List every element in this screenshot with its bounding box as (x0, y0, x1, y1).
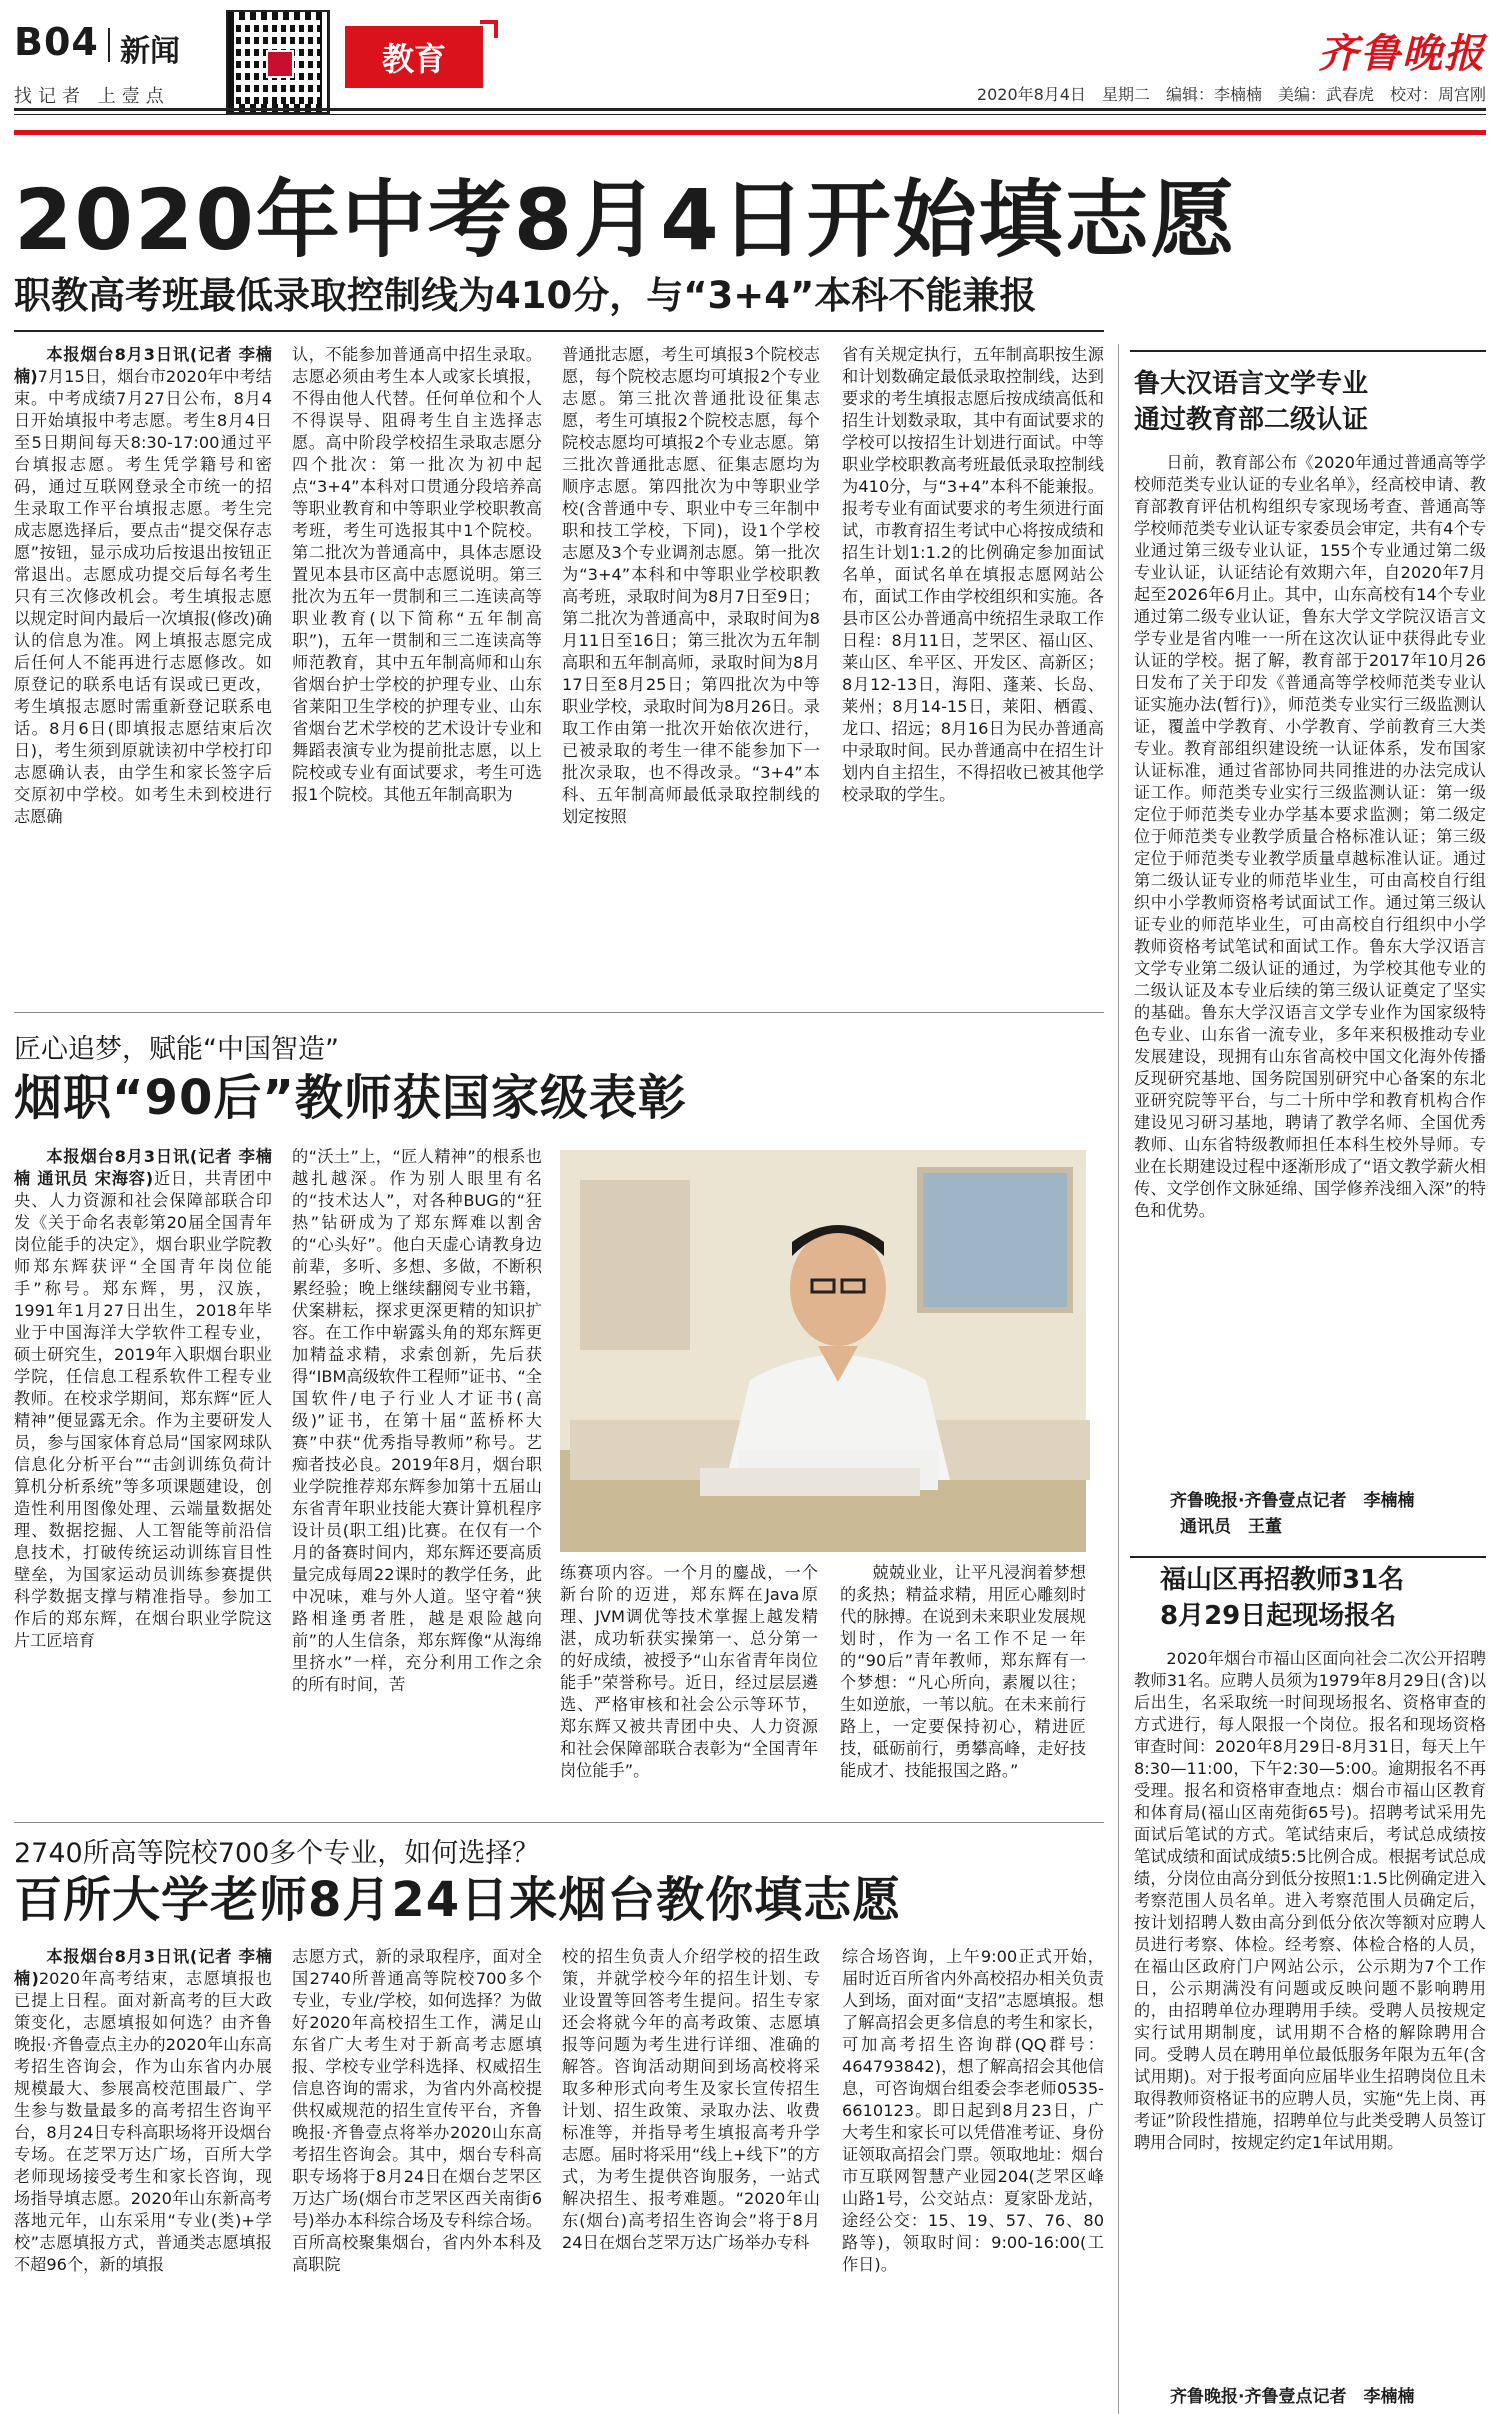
story2-text-2: 的“沃土”上，“匠人精神”的根系也越扎越深。作为别人眼里有名的“技术达人”，对各种BUG的“狂热”钻研成为了郑东辉难以割舍的“心头好”。他白天虚心请教身边前辈，多听、多想、多做，不断积累经验；晚上继续翻阅专业书籍，伏案耕耘，探求更深更精的知识扩容。在工作中崭露头角的郑东辉更加精益求精，求索创新，先后获得“IBM高级软件工程师”证书、“全国软件/电子行业人才证书(高级)”证书，在第十届“蓝桥杯大赛”中获“优秀指导教师”称号。艺痴者技必良。2019年8月，烟台职业学院推荐郑东辉参加第十五届山东省青年职业技能大赛计算机程序设计员(职工组)比赛。在仅有一个月的备赛时间内，郑东辉还要高质量完成每周22课时的教学任务，此中况味，难与外人道。坚守着“狭路相逢勇者胜，越是艰险越向前”的人生信条，郑东辉像“从海绵里挤水”一样，充分利用工作之余的所有时间，苦 (292, 1147, 542, 1694)
sidebar2-title-line2: 8月29日起现场报名 (1160, 1601, 1397, 1631)
lead-column-3 (562, 344, 820, 940)
lead-headline: 2020年中考8月4日开始填志愿 (14, 171, 1237, 269)
header-red-band (14, 130, 1486, 135)
newspaper-logo: 齐鲁晚报 (1318, 31, 1486, 77)
story3-column-1 (14, 1946, 272, 2410)
sidebar1-text: 日前，教育部公布《2020年通过普通高等学校师范类专业认证的专业名单》，经高校申请、教育部教育评估机构组织专家现场考查、普通高等学校师范类专业认证专家委员会审定，共有4个专业通过第三级专业认证，155个专业通过第二级专业认证，认证结论有效期六年，自2020年7月起至2026年6月止。其中，山东高校有14个专业通过第二级专业认证，鲁东大学文学院汉语言文学专业是省内唯一一所在这次认证中获得此专业认证的学校。据了解，教育部于2017年10月26日发布了关于印发《普通高等学校师范类专业认证实施办法(暂行)》，师范类专业实行三级监测认证，覆盖中学教育、小学教育、学前教育三大类专业。教育部组织建设统一认证体系，发布国家认证标准，通过省部协同共同推进的办法完成认证工作。师范类专业实行三级监测认证：第一级定位于师范类专业办学基本要求监测；第二级定位于师范类专业教学质量合格标准认证；第三级定位于师范类专业教学质量卓越标准认证。通过第二级认证专业的师范毕业生，可由高校自行组织中小学教师资格考试面试工作。通过第三级认证专业的师范毕业生，可由高校自行组织中小学教师资格考试笔试和面试工作。鲁东大学汉语言文学专业第二级认证的通过，为学校其他专业的二级认证及本专业后续的第三级认证奠定了坚实的基础。鲁东大学汉语言文学专业作为国家级特色专业、山东省一流专业，多年来积极推动专业发展建设，现拥有山东省高校中国文化海外传播反现研究基地、国务院国别研究中心备案的东北亚研究院等平台，与二十所中学和教育机构合作建设见习研习基地，聘请了教学名师、全国优秀教师、山东省特级教师担任本科生校外导师。专业在长期建设过程中逐渐形成了“语文教学薪火相传、文学创作文脉延绵、国学修养浅细入深”的特色和优势。 (1134, 453, 1486, 1220)
sidebar1-title-line2: 通过教育部二级认证 (1134, 405, 1369, 435)
lead-text-1: 7月15日，烟台市2020年中考结束。中考成绩7月27日公布，8月4日开始填报中考志愿。考生8月4日至5日期间每天8:30-17:00通过平台填报志愿。考生凭学籍号和密码，通过互联网登录全市统一的招生录取工作平台填报志愿。考生完成志愿选择后，要点击“提交保存志愿”按钮，显示成功后按退出按钮正常退出。志愿成功提交后每名考生只有三次修改机会。考生填报志愿以规定时间内最后一次填报(修改)确认的信息为准。网上填报志愿完成后任何人不能再进行志愿修改。如原登记的联系电话有误或已更改，考生填报志愿时需重新登记联系电话。8月6日(即填报志愿结束后次日)，考生须到原就读初中学校打印志愿确认表，由学生和家长签字后交原初中学校。如考生未到校进行志愿确 (14, 367, 272, 826)
sidebar1-body (1134, 452, 1486, 1480)
sidebar1-signature-1: 齐鲁晚报·齐鲁壹点记者 李楠楠 (1170, 1491, 1415, 1511)
story2-kicker: 匠心追梦，赋能“中国智造” (14, 1034, 339, 1065)
story3-text-2: 志愿方式，新的录取程序，面对全国2740所普通高等院校700多个专业，专业/学校，如何选择？为做好2020年高校招生工作，满足山东省广大考生对于新高考志愿填报、学校专业学科选择、权威招生信息咨询的需求，为省内外高校提供权威规范的招生宣传平台，齐鲁晚报·齐鲁壹点将举办2020山东高考招生咨询会。其中，烟台专科高职专场将于8月24日在烟台芝罘区万达广场(烟台市芝罘区西关南街6号)举办本科综合场及专科综合场。百所高校聚集烟台，省内外本科及高职院 (292, 1947, 542, 2274)
slogan: 找记者 上壹点 (14, 86, 170, 107)
lead-byline: 本报烟台8月3日讯(记者 李楠楠) (14, 345, 272, 386)
teacher-photo (560, 1150, 1086, 1552)
story2-text-4: 兢兢业业，让平凡浸润着梦想的炙热；精益求精，用匠心雕刻时代的脉搏。在说到未来职业发展规划时，作为一名工作不足一年的“90后”青年教师，郑东辉有一个梦想：“凡心所向，素履以往；生如逆旅，一苇以航。在未来前行路上，一定要保持初心，精进匠技，砥砺前行，勇攀高峰，走好技能成才、技能报国之路。” (840, 1563, 1086, 1780)
story3-text-3: 校的招生负责人介绍学校的招生政策，并就学校今年的招生计划、专业设置等回答考生提问。招生专家还会将就今年的高考政策、志愿填报等问题为考生进行详细、准确的解答。咨询活动期间到场高校将采取多种形式向考生及家长宣传招生计划、招生政策、录取办法、收费标准等，并指导考生填报高考升学志愿。届时将采用“线上+线下”的方式，为考生提供咨询服务，一站式解决招生、报考难题。“2020年山东(烟台)高考招生咨询会”将于8月24日在烟台芝罘万达广场举办专科 (562, 1947, 820, 2252)
sidebar1-title-line1: 鲁大汉语言文学专业 (1134, 369, 1369, 399)
sidebar-divider (1118, 344, 1119, 2414)
lead-column-4 (842, 344, 1104, 940)
lead-rule (14, 330, 1104, 332)
sidebar2-signature: 齐鲁晚报·齐鲁壹点记者 李楠楠 (1170, 2387, 1415, 2407)
story2-byline: 本报烟台8月3日讯(记者 李楠楠 通讯员 宋海容) (14, 1147, 272, 1188)
lead-column-2 (292, 344, 542, 940)
tag-corner-decoration (480, 20, 498, 38)
sidebar1-signature-2: 通讯员 王董 (1180, 1517, 1282, 1537)
header-divider (108, 28, 110, 62)
qr-code-icon[interactable] (226, 10, 330, 114)
lead-text-2: 认，不能参加普通高中招生录取。志愿必须由考生本人或家长填报，不得由他人代替。任何单位和个人不得误导、阻碍考生自主选择志愿。高中阶段学校招生录取志愿分四个批次：第一批次为初中起点“3+4”本科对口贯通分段培养高等职业教育和中等职业学校职教高考班，考生可选报其中1个院校。第二批次为普通高中，具体志愿设置见本县市区高中志愿说明。第三批次为五年一贯制和三二连读高等职业教育(以下简称“五年制高职”)，五年一贯制和三二连读高等师范教育，其中五年制高师和山东省烟台护士学校的护理专业、山东省莱阳卫生学校的护理专业、山东省烟台艺术学校的艺术设计专业和舞蹈表演专业为提前批志愿，以上院校或专业有面试要求，考生可选报1个院校。其他五年制高职为 (292, 345, 542, 804)
lead-column-1 (14, 344, 272, 940)
story2-text-3: 练赛项内容。一个月的鏖战，一个新台阶的迈进，郑东辉在Java原理、JVM调优等技术掌握上越发精湛，成功斩获实操第一、总分第一的好成绩，被授予“山东省青年岗位能手”荣誉称号。近日，经过层层遴选、严格审核和社会公示等环节，郑东辉又被共青团中央、人力资源和社会保障部联合表彰为“全国青年岗位能手”。 (560, 1563, 818, 1780)
header-rule-thin (14, 114, 1486, 115)
story2-column-3 (560, 1562, 818, 1780)
story-divider-2 (14, 1822, 1104, 1823)
story3-column-4 (842, 1946, 1104, 2410)
story2-text-1: 近日，共青团中央、人力资源和社会保障部联合印发《关于命名表彰第20届全国青年岗位能手的决定》，烟台职业学院教师郑东辉获评“全国青年岗位能手”称号。郑东辉，男，汉族，1991年1月27日出生，2018年毕业于中国海洋大学软件工程专业，硕士研究生，2019年入职烟台职业学院，任信息工程系软件工程专业教师。在校求学期间，郑东辉“匠人精神”便显露无余。作为主要研发人员，参与国家体育总局“国家网球队信息化分析平台”“击剑训练负荷计算机分析系统”等多项课题建设，创造性利用图像处理、云端量数据处理、数据挖掘、人工智能等前沿信息技术，打破传统运动训练盲目性壁垒，为国家运动员训练参赛提供科学数据支撑与精准指导。参加工作后的郑东辉，在烟台职业学院这片工匠培育 (14, 1169, 273, 1650)
lead-text-4: 省有关规定执行，五年制高职按生源和计划数确定最低录取控制线，达到要求的考生填报志愿后按成绩高低和招生计划数录取，其中有面试要求的学校可以按招生计划进行面试。中等职业学校职教高考班最低录取控制线为410分，与“3+4”本科不能兼报。报考专业有面试要求的考生须进行面试，市教育招生考试中心将按成绩和招生计划1:1.2的比例确定参加面试名单，面试名单在填报志愿网站公布，面试工作由学校组织和实施。各县市区公办普通高中统招生录取工作日程：8月11日，芝罘区、福山区、莱山区、牟平区、开发区、高新区；8月12-13日，海阳、蓬莱、长岛、莱州；8月14-15日，莱阳、栖霞、龙口、招远；8月16日为民办普通高中录取时间。民办普通高中在招生计划内自主招生，不得招收已被其他学校录取的学生。 (842, 345, 1104, 804)
story3-byline: 本报烟台8月3日讯(记者 李楠楠) (14, 1947, 272, 1988)
sidebar1-top-rule (1130, 350, 1486, 352)
story3-column-2 (292, 1946, 542, 2410)
story3-kicker: 2740所高等院校700多个专业，如何选择？ (14, 1838, 540, 1869)
sidebar2-title-line1: 福山区再招教师31名 (1160, 1565, 1405, 1595)
story3-text-1: 2020年高考结束，志愿填报也已提上日程。面对新高考的巨大政策变化，志愿填报如何选？由齐鲁晚报·齐鲁壹点主办的2020年山东高考招生咨询会，作为山东省内办展规模最大、参展高校范围最广、学生参与数量最多的高考招生咨询平台，8月24日专科高职场将开设烟台专场。在芝罘万达广场，百所大学老师现场接受考生和家长咨询，现场指导填志愿。2020年山东新高考落地元年，山东采用“专业(类)+学校”志愿填报方式，普通类志愿填报不超96个，新的填报 (14, 1969, 272, 2274)
sidebar2-text: 2020年烟台市福山区面向社会二次公开招聘教师31名。应聘人员须为1979年8月29日(含)以后出生，名采取统一时间现场报名、资格审查的方式进行，每人限报一个岗位。报名和现场资格审查时间：2020年8月29日-8月31日，每天上午8:30—11:00，下午2:30—5:00。逾期报名不再受理。报名和资格审查地点：烟台市福山区教育和体育局(福山区南苑街65号)。招聘考试采用先面试后笔试的方式。笔试结束后，考试总成绩按笔试成绩和面试成绩5:5比例合成。根据考试总成绩，分岗位由高分到低分按照1:1.5比例确定进入考察范围人员名单。进入考察范围人员确定后，按计划招聘人数由高分到低分依次等额对应聘人员进行考察、体检。经考察、体检合格的人员，在福山区政府门户网站公示，公示期为7个工作日，公示期满没有问题或反映问题不影响聘用的，由招聘单位办理聘用手续。受聘人员按规定实行试用期制度，试用期不合格的解除聘用合同。受聘人员在聘用单位最低服务年限为五年(含试用期)。对于报考面向应届毕业生招聘岗位且未取得教师资格证书的应聘人员，实施“先上岗、再考证”阶段性措施，招聘单位与此类受聘人员签订聘用合同时，按规定约定1年试用期。 (1134, 1649, 1486, 2152)
dateline: 2020年8月4日 星期二 编辑：李楠楠 美编：武春虎 校对：周宫刚 (976, 85, 1486, 104)
story2-headline: 烟职“90后”教师获国家级表彰 (14, 1070, 687, 1126)
section-name: 新闻 (120, 34, 180, 69)
story3-column-3 (562, 1946, 820, 2410)
section-tag: 教育 (345, 26, 483, 88)
story3-text-4: 综合场咨询，上午9:00正式开始，届时近百所省内外高校招办相关负责人到场，面对面“支招”志愿填报。想了解高招会更多信息的考生和家长，可加高考招生咨询群(QQ群号：464793842)，想了解高招会其他信息，可咨询烟台组委会李老师0535-6610123。即日起到8月23日，广大考生和家长可以凭借准考证、身份证领取高招会门票。领取地址：烟台市互联网智慧产业园204(芝罘区峰山路1号，公交站点：夏家卧龙站，途经公交：15、19、57、76、80路等)，领取时间：9:00-16:00(工作日)。 (842, 1947, 1104, 2274)
lead-subheadline: 职教高考班最低录取控制线为410分，与“3+4”本科不能兼报 (14, 274, 1037, 317)
header-rule (14, 108, 1486, 111)
story-divider-1 (14, 1012, 1104, 1013)
page-number: B04 (14, 20, 99, 64)
sidebar2-top-rule (1130, 1556, 1486, 1558)
lead-text-3: 普通批志愿，考生可填报3个院校志愿，每个院校志愿均可填报2个专业志愿。第三批次普通批设征集志愿，考生可填报2个院校志愿，每个院校志愿均可填报2个专业志愿。第三批次普通批志愿、征集志愿均为顺序志愿。第四批次为中等职业学校(含普通中专、职业中专三年制中职和技工学校，下同)，设1个学校志愿及3个专业调剂志愿。第一批次为“3+4”本科和中等职业学校职教高考班，录取时间为8月7日至9日；第二批次为普通高中，录取时间为8月11日至16日；第三批次为五年制高职和五年制高师，录取时间为8月17日至8月25日；第四批次为中等职业学校，录取时间为8月26日。录取工作由第一批次开始依次进行，已被录取的考生一律不能参加下一批次录取，也不得改录。“3+4”本科、五年制高师最低录取控制线的划定按照 (562, 345, 820, 826)
story2-column-2 (292, 1146, 542, 1746)
story3-headline: 百所大学老师8月24日来烟台教你填志愿 (14, 1872, 902, 1928)
story2-column-4 (840, 1562, 1086, 1780)
story2-column-1 (14, 1146, 272, 1746)
sidebar2-body (1134, 1648, 1486, 2384)
